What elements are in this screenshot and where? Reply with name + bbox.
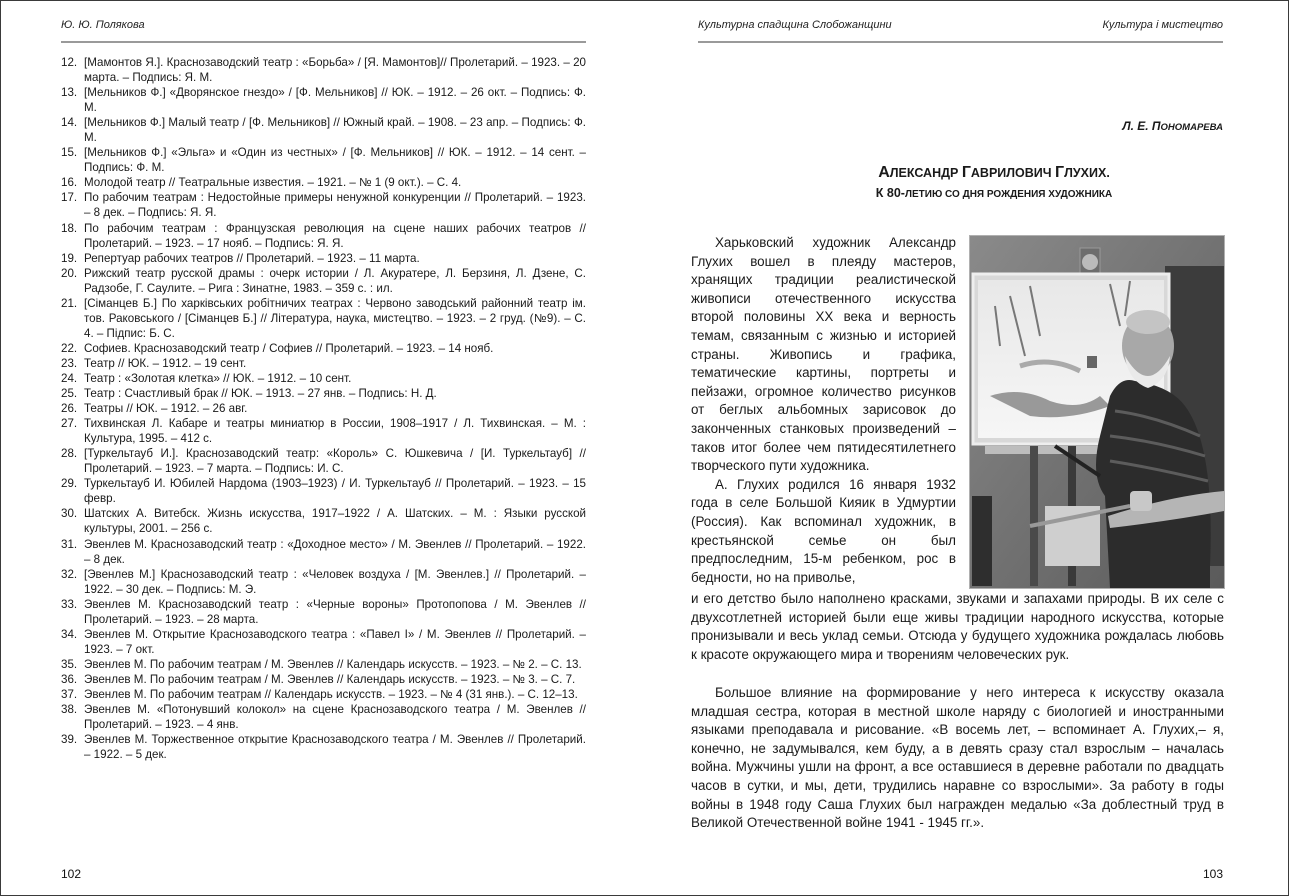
item-text: По рабочим театрам : Недостойные примеры ненужной конкуренции // Пролетарий. – 1923. – 8 дек. – Подпись: Я. Я. (84, 191, 586, 220)
item-text: Эвенлев М. Торжественное открытие Краснозаводского театра / М. Эвенлев // Пролетарий. – 1922. – 5 дек. (84, 733, 586, 762)
item-number: 32. (61, 567, 78, 581)
header-rule (698, 41, 1223, 43)
article-text-narrow (691, 234, 956, 587)
item-text: Эвенлев М. По рабочим театрам / М. Эвенлев // Календарь искусств. – 1923. – № 2. – С. 13. (84, 657, 582, 671)
item-text: Эвенлев М. Краснозаводский театр : «Черные вороны» Протопопова / М. Эвенлев // Пролетарий. – 1923. – 28 марта. (84, 597, 586, 626)
item-number: 19. (61, 251, 78, 265)
bibliography-item (61, 446, 586, 476)
item-number: 24. (61, 371, 78, 385)
running-head-author: Ю. Ю. Полякова (61, 19, 145, 31)
item-text: Эвенлев М. По рабочим театрам // Календарь искусств. – 1923. – № 4 (31 янв.). – С. 12–13. (84, 687, 578, 701)
bibliography-item (61, 732, 586, 762)
bibliography-item (61, 401, 586, 416)
item-text: [Мамонтов Я.]. Краснозаводский театр : «Борьба» / [Я. Мамонтов]// Пролетарий. – 1923. – 20 марта. – Подпись: Я. М. (84, 56, 586, 85)
page-number: 102 (61, 867, 82, 881)
item-number: 20. (61, 266, 78, 280)
item-text: По рабочим театрам : Французская революция на сцене наших рабочих театров // Пролетарий. – 1923. – 17 нояб. – Подпись: Я. Я. (84, 221, 586, 250)
bibliography-item (61, 356, 586, 371)
bibliography-item (61, 341, 586, 356)
bibliography-item (61, 476, 586, 506)
item-number: 34. (61, 627, 78, 641)
bibliography-item (61, 416, 586, 446)
bibliography-item (61, 687, 586, 702)
item-text: Театр : «Золотая клетка» // ЮК. – 1912. – 10 сент. (84, 371, 352, 385)
bibliography-item (61, 145, 586, 175)
bibliography-item (61, 251, 586, 266)
bibliography-item (61, 386, 586, 401)
header-rule (61, 41, 586, 43)
bibliography-item (61, 537, 586, 567)
bibliography-item (61, 115, 586, 145)
item-text: [Мельников Ф.] «Дворянское гнездо» / [Ф. Мельников] // ЮК. – 1912. – 26 окт. – Подпись: Ф. М. (84, 86, 586, 115)
bibliography-item (61, 221, 586, 251)
bibliography-item (61, 597, 586, 627)
bibliography-item (61, 506, 586, 536)
item-number: 22. (61, 341, 78, 355)
item-text: Шатских А. Витебск. Жизнь искусства, 1917–1922 / А. Шатских. – М. : Языки русской культуры, 2001. – 256 с. (84, 507, 586, 536)
bibliography-item (61, 627, 586, 657)
item-text: [Туркельтауб И.]. Краснозаводский театр: «Король» С. Юшкевича / [И. Туркельтауб] // Пролетарий. – 1923. – 7 марта. – Подпись: И. С. (84, 447, 586, 476)
bibliography-item (61, 657, 586, 672)
paragraph: Большое влияние на формирование у него интереса к искусству оказала младшая сестра, которая в местной школе наряду с биологией и иностранными языками преподавала и рисование. «В восемь лет, – вспоминает А. Глухих,– я, конечно, не задумывался, кем буду, а в девять сразу стал взрослым – началась война. Мужчины ушли на фронт, а все оставшиеся в деревне работали по двадцать часов в сутки, и мы, дети, трудились наравне со взрослыми». За работу в годы войны в 1948 году Саша Глухих был награжден медалью «За доблестный труд в Великой Отечественной войне 1941 - 1945 гг.». (691, 685, 1224, 831)
item-number: 31. (61, 537, 78, 551)
item-number: 33. (61, 597, 78, 611)
item-text: Эвенлев М. По рабочим театрам / М. Эвенлев // Календарь искусств. – 1923. – № 3. – С. 7. (84, 672, 576, 686)
item-text: Эвенлев М. «Потонувший колокол» на сцене Краснозаводского театра / М. Эвенлев // Пролетарий. – 1923. – 4 янв. (84, 703, 586, 732)
item-text: Театр : Счастливый брак // ЮК. – 1913. – 27 янв. – Подпись: Н. Д. (84, 387, 437, 401)
bibliography-item (61, 85, 586, 115)
bibliography-item (61, 296, 586, 341)
item-text: [Мельников Ф.] Малый театр / [Ф. Мельников] // Южный край. – 1908. – 23 апр. – Подпись: Ф. М. (84, 116, 586, 145)
paragraph: Харьковский художник Александр Глухих вошел в плеяду мастеров, хранящих традиции реалистической живописи отечественного искусства второй половины ХХ века и верность темам, связанным с жизнью и историей страны. Живопись и графика, тематические картины, портреты и пейзажи, огромное количество рисунков от беглых альбомных зарисовок до законченных станковых произведений – таков итог более чем пятидесятилетнего творческого пути художника. (691, 235, 956, 474)
title-line-2: К 80-ЛЕТИЮ СО ДНЯ РОЖДЕНИЯ ХУДОЖНИКА (875, 186, 1113, 200)
article-author: Л. Е. ПОНОМАРЕВА (1122, 119, 1223, 133)
item-number: 17. (61, 191, 78, 205)
item-text: Тихвинская Л. Кабаре и театры миниатюр в России, 1908–1917 / Л. Тихвинская. – М. : Культура, 1995. – 412 с. (84, 417, 586, 446)
article-title (701, 163, 1287, 205)
photo-image (970, 236, 1224, 588)
title-line-1: АЛЕКСАНДР ГАВРИЛОВИЧ ГЛУХИХ. (878, 164, 1110, 181)
item-text: Эвенлев М. Открытие Краснозаводского театра : «Павел I» / М. Эвенлев // Пролетарий. – 1923. – 7 окт. (84, 627, 586, 656)
bibliography-item (61, 55, 586, 85)
bibliography-item (61, 702, 586, 732)
bibliography-item (61, 190, 586, 220)
item-number: 25. (61, 387, 78, 401)
item-number: 23. (61, 356, 78, 370)
item-text: Эвенлев М. Краснозаводский театр : «Доходное место» / М. Эвенлев // Пролетарий. – 1922. – 8 дек. (84, 537, 586, 566)
paragraph: А. Глухих родился 16 января 1932 года в селе Большой Кияик в Удмуртии (Россия). Как вспоминал художник, в крестьянской семье он был предпоследним, 15-м ребенком, рос в бедности, но на приволье, (691, 476, 956, 585)
right-page (645, 1, 1288, 895)
item-number: 28. (61, 447, 78, 461)
article-text-full (691, 684, 1224, 833)
paragraph: и его детство было наполнено красками, звуками и запахами природы. В их селе с двухсотлетней историей были еще живы традиции народного искусства, которые пронизывали и весь уклад семьи. Отсюда у будущего художника рождалась любовь к красоте окружающего мира и творениям человеческих рук. (691, 591, 1224, 662)
item-text: Софиев. Краснозаводский театр / Софиев // Пролетарий. – 1923. – 14 нояб. (84, 341, 494, 355)
left-page (1, 1, 645, 895)
item-number: 30. (61, 507, 78, 521)
item-text: Рижский театр русской драмы : очерк истории / Л. Акуратере, Л. Берзиня, Л. Дзене, С. Радзобе, Г. Саулите. – Рига : Зинатне, 1983. – 359 с. : ил. (84, 266, 586, 295)
artist-photo (969, 235, 1225, 589)
bibliography-item (61, 266, 586, 296)
item-text: [Сіманцев Б.] По харківських робітничих театрах : Червоно заводський районний театр ім. тов. Раковського / [Сіманцев Б.] // Література, наука, мистецтво. – 1923. – 2 груд. (№9). – С. 4. – Підпис: Б. С. (84, 296, 586, 340)
item-number: 35. (61, 657, 78, 671)
item-text: Туркельтауб И. Юбилей Нардома (1903–1923) / И. Туркельтауб // Пролетарий. – 1923. – 15 февр. (84, 477, 586, 506)
item-number: 29. (61, 477, 78, 491)
item-number: 21. (61, 296, 78, 310)
item-number: 36. (61, 672, 78, 686)
item-text: [Эвенлев М.] Краснозаводский театр : «Человек воздуха / [М. Эвенлев.] // Пролетарий. – 1922. – 30 дек. – Подпись: М. Э. (84, 567, 586, 596)
bibliography-item (61, 672, 586, 687)
item-text: Молодой театр // Театральные известия. – 1921. – № 1 (9 окт.). – С. 4. (84, 176, 462, 190)
bibliography-item (61, 371, 586, 386)
running-head-journal: Культурна спадщина Слобожанщини (698, 19, 892, 31)
item-number: 14. (61, 116, 78, 130)
article-text-continuation (691, 590, 1224, 664)
bibliography-item (61, 175, 586, 190)
item-number: 27. (61, 417, 78, 431)
bibliography-item (61, 567, 586, 597)
item-number: 18. (61, 221, 78, 235)
item-text: Репертуар рабочих театров // Пролетарий. – 1923. – 11 марта. (84, 251, 420, 265)
item-text: [Мельников Ф.] «Эльга» и «Один из честных» / [Ф. Мельников] // ЮК. – 1912. – 14 сент. – Подпись: Ф. М. (84, 146, 586, 175)
item-number: 12. (61, 56, 78, 69)
item-text: Театры // ЮК. – 1912. – 26 авг. (84, 402, 248, 416)
item-number: 39. (61, 733, 78, 747)
item-number: 26. (61, 402, 78, 416)
page-number: 103 (1202, 867, 1223, 881)
item-number: 13. (61, 86, 78, 100)
item-number: 16. (61, 176, 78, 190)
running-head-section: Культура і мистецтво (1102, 19, 1223, 31)
item-text: Театр // ЮК. – 1912. – 19 сент. (84, 356, 247, 370)
item-number: 15. (61, 146, 78, 160)
item-number: 37. (61, 687, 78, 701)
item-number: 38. (61, 703, 78, 717)
bibliography-list (61, 55, 586, 762)
